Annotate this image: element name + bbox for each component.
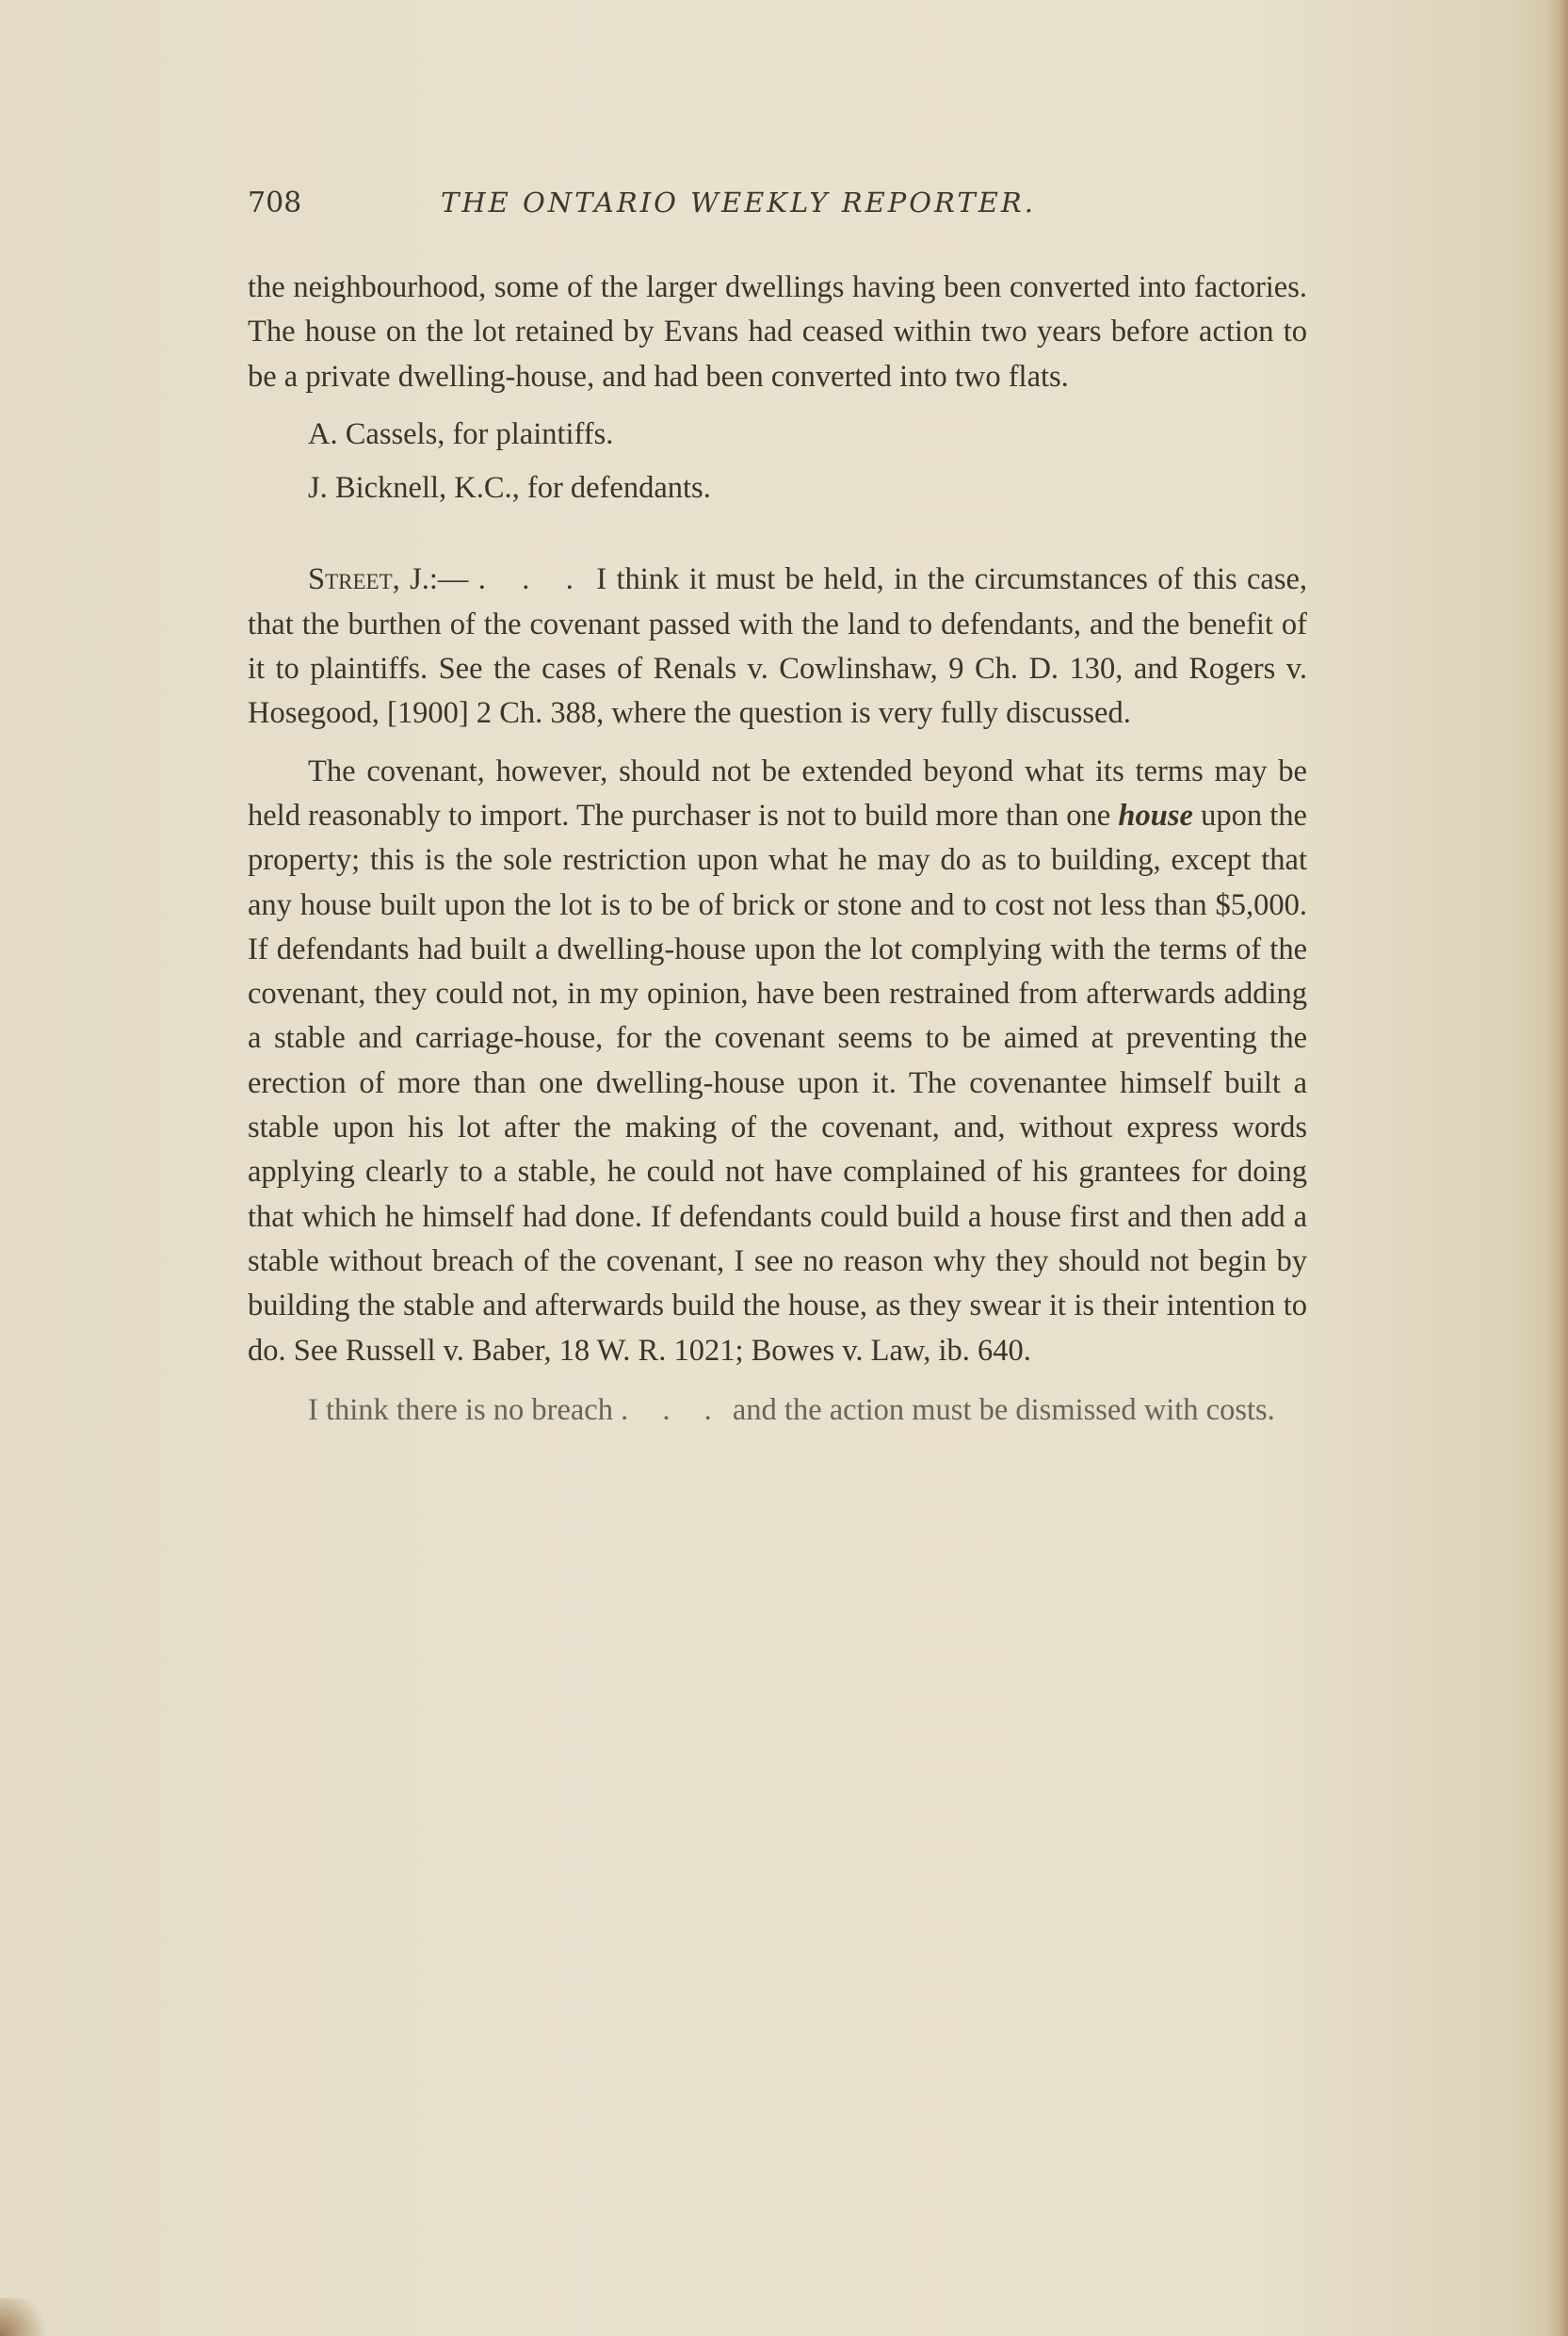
- page-corner-stain: [0, 2298, 57, 2336]
- counsel-plaintiffs: A. Cassels, for plaintiffs.: [308, 416, 614, 451]
- judgment-paragraph-1: [248, 558, 1307, 736]
- ellipsis: . . .: [477, 562, 587, 597]
- running-header: [248, 187, 1312, 234]
- emphasis-house: house: [1118, 798, 1193, 833]
- ellipsis-2: . . .: [621, 1392, 725, 1427]
- judgment-paragraph-3-part-b: and the action must be dismissed with costs.: [732, 1392, 1275, 1427]
- page-edge-shadow: [1547, 0, 1568, 2336]
- judgment-paragraph-3-part-a: I think there is no breach: [308, 1392, 613, 1427]
- page-number: 708: [248, 187, 302, 219]
- intro-paragraph: the neighbourhood, some of the larger dwellings having been converted into factories. The house on the lot retained by Evans had ceased within two years before action to be a private dwelling-house, and had been converted into two flats.: [248, 270, 1307, 394]
- judgment-paragraph-3: [248, 1388, 1307, 1433]
- judgment-paragraph-2-part-b: upon the property; this is the sole restriction upon what he may do as to building, except that any house built upon the lot is to be of brick or stone and to cost not less than $5,000. If defendants had built a dwelling-house upon the lot complying with the terms of the covenant, they could not, in my opinion, have been restrained from afterwards adding a stable and carriage-house, for the covenant seems to be aimed at preventing the erection of more than one dwelling-house upon it. The covenantee himself built a stable upon his lot after the making of the covenant, and, without express words applying clearly to a stable, he could not have complained of his grantees for doing that which he himself had done. If defendants could build a house first and then add a stable without breach of the covenant, I see no reason why they should not begin by building the stable and afterwards build the house, as they swear it is their intention to do. See Russell v. Baber, 18 W. R. 1021; Bowes v. Law, ib. 640.: [248, 798, 1307, 1368]
- page-body: [248, 266, 1307, 1433]
- judgment-paragraph-2-part-a: The covenant, however, should not be extended beyond what its terms may be held reasonably to import. The purchaser is not to build more than one: [248, 754, 1307, 833]
- judgment-paragraph-2: [248, 750, 1307, 1373]
- running-title: THE ONTARIO WEEKLY REPORTER.: [441, 187, 1036, 219]
- counsel-defendants: J. Bicknell, K.C., for defendants.: [308, 471, 711, 506]
- judgment-paragraph-1-text: I think it must be held, in the circumstances of this case, that the burthen of the covenant passed with the land to defendants, and the benefit of it to plaintiffs. See the cases of Renals v. Cowlinshaw, 9 Ch. D. 130, and Rogers v. Hosegood, [1900] 2 Ch. 388, where the question is very fully discussed.: [248, 562, 1308, 731]
- judge-name: Street, J.:—: [308, 562, 469, 597]
